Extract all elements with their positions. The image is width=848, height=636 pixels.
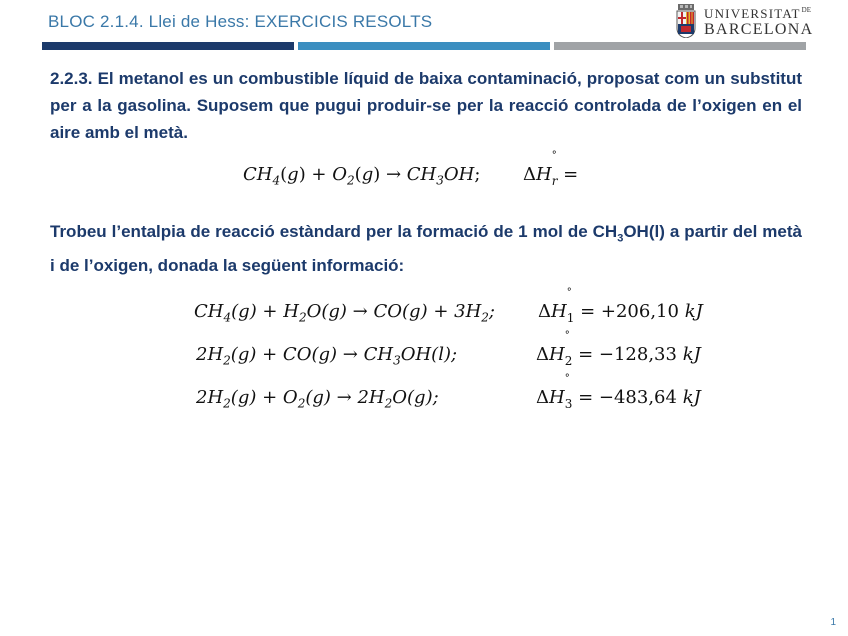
reaction-2-equation: $2H_2(g) + CO(g) \to CH_3OH(l)$; xyxy=(196,344,458,368)
logo-text-universitat: $UNIVERSITAT^{DE}$ xyxy=(704,6,811,21)
header-bar-grey xyxy=(554,42,806,50)
university-shield-icon xyxy=(676,4,696,38)
question-subscript: 3 xyxy=(617,232,624,245)
exercise-number: 2.2.3. xyxy=(50,69,93,88)
reaction-1-enthalpy-value: +206,10 xyxy=(600,301,679,322)
reaction-2-enthalpy-value: −128,33 xyxy=(598,344,677,365)
header-title: BLOC 2.1.4. Llei de Hess: EXERCICIS RESOLTS xyxy=(48,12,433,31)
reaction-3-unit: kJ xyxy=(682,387,701,408)
reaction-1-unit: kJ xyxy=(684,301,703,322)
reaction-2-enthalpy: ΔH $_{^\circ 2}$ = −128,33 kJ xyxy=(536,329,701,368)
logo-text-barcelona: BARCELONA xyxy=(704,21,814,38)
reaction-1-enthalpy: ΔH $_{^\circ 1}$ = +206,10 kJ xyxy=(538,286,703,325)
exercise-intro-text: El metanol es un combustible líquid de baixa contaminació, proposat com un substitut per a la gasolina. Suposem que pugui produir-se per la reacció controlada de l’oxigen en el aire amb el metà. xyxy=(50,69,802,142)
question-text-part1: Trobeu l’entalpia de reacció estàndard per la formació de 1 mol de CH xyxy=(50,222,618,241)
main-enthalpy: ΔH $_{^\circ r}$ = xyxy=(523,149,579,188)
header-bar-blue xyxy=(298,42,550,50)
header-bar-navy xyxy=(42,42,294,50)
reaction-2-unit: kJ xyxy=(682,344,701,365)
main-equation: $CH_4(g) + O_2(g) \to CH_3OH$; ΔH $_{^\circ r}$ = xyxy=(243,149,579,188)
university-logo xyxy=(676,4,814,40)
reaction-3-enthalpy-value: −483,64 xyxy=(598,387,677,408)
page-number: 1 xyxy=(830,617,836,628)
question-text-part2: OH(l) a partir del metà i de l’oxigen, donada la següent informació: xyxy=(50,222,802,276)
reaction-3-enthalpy: ΔH $_{^\circ 3}$ = −483,64 kJ xyxy=(536,372,701,411)
reaction-3-equation: $2H_2(g) + O_2(g) \to 2H_2O(g)$; xyxy=(196,387,439,411)
question-paragraph xyxy=(50,218,802,279)
exercise-intro-paragraph xyxy=(50,65,802,146)
reaction-1-equation: $CH_4(g) + H_2O(g) \to CO(g) + 3H_2$; xyxy=(194,301,495,325)
